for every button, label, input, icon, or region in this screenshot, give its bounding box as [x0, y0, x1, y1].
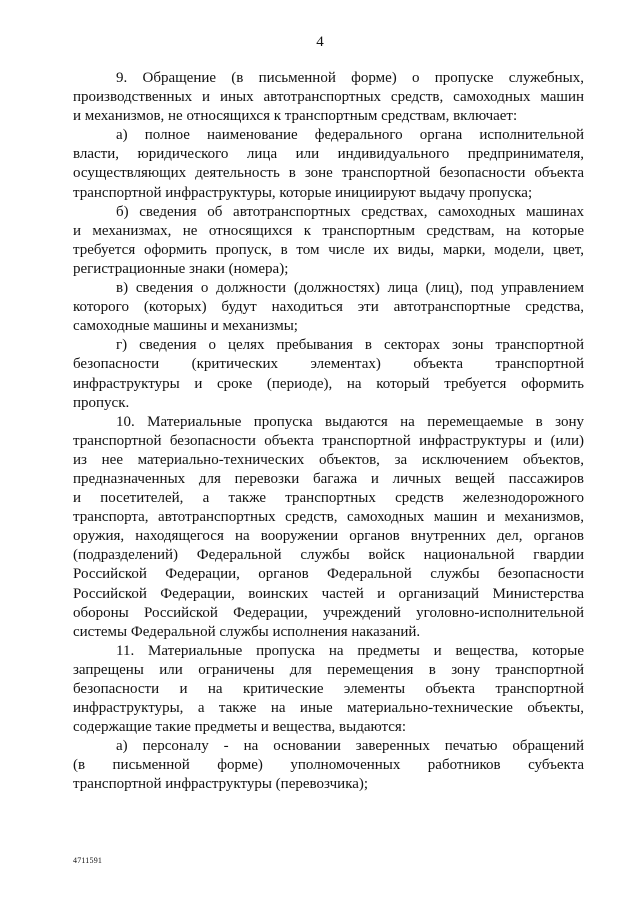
text-line: запрещены или ограничены для перемещения в зону транспортной: [73, 661, 584, 678]
text-line: в) сведения о должности (должностях) лица (лиц), под управлением: [116, 280, 584, 297]
text-line: 9. Обращение (в письменной форме) о пропуске служебных,: [116, 70, 584, 86]
text-line: предназначенных для перевозки багажа и личных вещей пассажиров: [73, 470, 584, 487]
text-line: регистрационные знаки (номера);: [73, 260, 289, 277]
paragraph-9: [73, 69, 584, 126]
text-line: 11. Материальные пропуска на предметы и вещества, которые: [116, 642, 584, 659]
text-line: (в письменной форме) уполномоченных работников субъекта: [73, 757, 584, 774]
text-line: Российской Федерации, органов Федеральной службы безопасности: [73, 566, 584, 583]
text-line: власти, юридического лица или индивидуального предпринимателя,: [73, 146, 584, 163]
text-line: а) персоналу - на основании заверенных печатью обращений: [116, 738, 584, 755]
paragraph-9a: [73, 126, 584, 202]
text-line: требуется оформить пропуск, в том числе их виды, марки, модели, цвет,: [73, 241, 584, 258]
text-line: самоходные машины и механизмы;: [73, 318, 298, 335]
text-line: Российской Федерации, воинских частей и организаций Министерства: [73, 585, 584, 602]
text-line: инфраструктуры, а также на иные материально-технические объекты,: [73, 700, 584, 717]
paragraph-9b: [73, 203, 584, 279]
text-line: г) сведения о целях пребывания в секторах зоны транспортной: [116, 337, 584, 354]
page-number: 4: [316, 34, 324, 50]
document-code: 4711591: [73, 856, 103, 865]
paragraph-11: [73, 642, 584, 737]
text-line: пропуск.: [73, 394, 130, 411]
text-line: безопасности (критических элементах) объекта транспортной: [73, 356, 584, 373]
document-body: [73, 69, 584, 795]
text-line: которого (которых) будут находиться эти автотранспортные средства,: [73, 299, 584, 316]
text-line: осуществляющих деятельность в зоне транспортной безопасности объекта: [73, 165, 584, 182]
text-line: транспортной безопасности объекта транспортной инфраструктуры и (или): [73, 432, 584, 449]
text-line: и механизмов, не относящихся к транспортным средствам, включает:: [73, 108, 518, 125]
text-line: 10. Материальные пропуска выдаются на перемещаемые в зону: [116, 413, 584, 430]
paragraph-10: [73, 413, 584, 642]
text-line: транспортной инфраструктуры, которые инициируют выдачу пропуска;: [73, 184, 533, 201]
paragraph-9d: [73, 336, 584, 412]
text-line: а) полное наименование федерального органа исполнительной: [116, 127, 584, 144]
paragraph-11a: [73, 737, 584, 794]
text-line: и механизмах, не относящихся к транспортным средствам, на которые: [73, 222, 584, 239]
text-line: инфраструктуры и сроке (периоде), на который требуется оформить: [73, 375, 584, 392]
text-line: оружия, находящегося на вооружении органов внутренних дел, органов: [73, 528, 584, 545]
text-line: производственных и иных автотранспортных средств, самоходных машин: [73, 89, 584, 106]
text-line: содержащие такие предметы и вещества, выдаются:: [73, 719, 406, 736]
text-line: транспортной инфраструктуры (перевозчика);: [73, 776, 369, 793]
text-line: (подразделений) Федеральной службы войск национальной гвардии: [73, 547, 584, 564]
paragraph-9c: [73, 279, 584, 336]
text-line: и посетителей, а также транспортных средств железнодорожного: [73, 490, 584, 507]
text-line: системы Федеральной службы исполнения наказаний.: [73, 623, 421, 640]
text-line: из нее материально-технических объектов, за исключением объектов,: [73, 451, 584, 468]
text-line: безопасности и на критические элементы объекта транспортной: [73, 681, 584, 697]
text-line: транспорта, автотранспортных средств, самоходных машин и механизмов,: [73, 509, 584, 526]
text-line: б) сведения об автотранспортных средствах, самоходных машинах: [116, 203, 584, 220]
text-line: обороны Российской Федерации, учреждений уголовно-исполнительной: [73, 604, 584, 621]
